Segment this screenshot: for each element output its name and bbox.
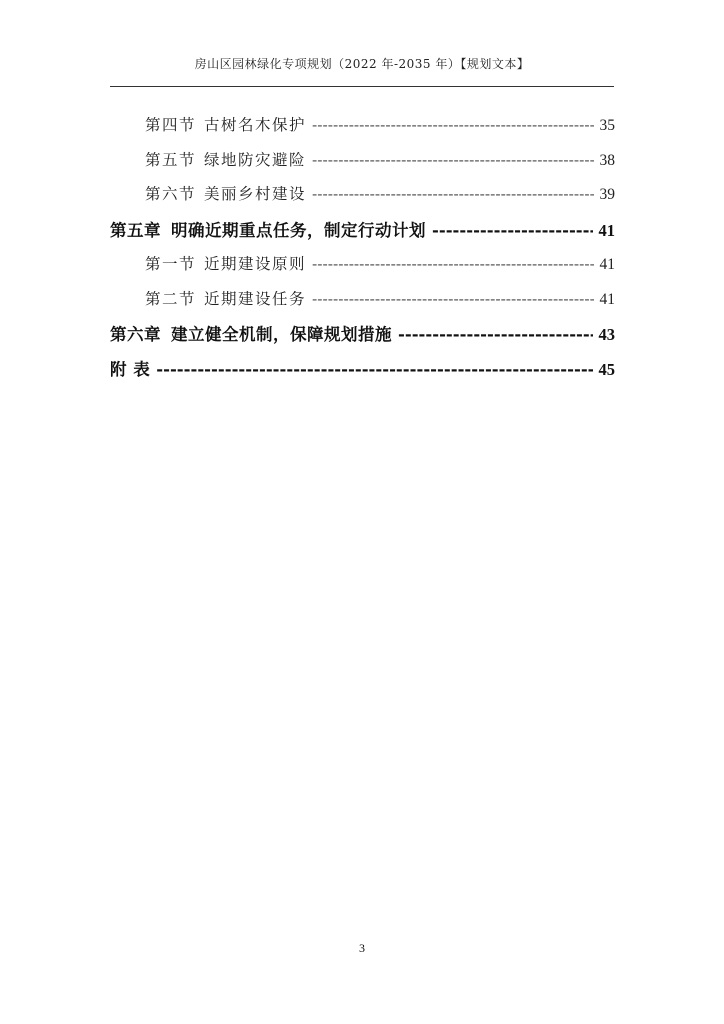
toc-entry-page: 39 [599,186,615,203]
toc-entry-chapter[interactable] [110,217,615,241]
toc-entry-page: 41 [599,291,615,308]
header-divider [110,86,614,87]
toc-entry-appendix[interactable] [110,356,615,380]
toc-entry-section[interactable] [145,182,615,204]
toc-entry-page: 45 [598,360,615,379]
toc-entry-page: 41 [599,256,615,273]
toc-entry-page: 38 [599,152,615,169]
toc-entry-title: 近期建设任务 [204,290,307,308]
dot-leader [312,185,593,203]
dot-leader [156,360,592,379]
toc-entry-chapter[interactable] [110,321,615,345]
toc-entry-page: 35 [599,117,615,134]
toc-entry-page: 41 [598,221,615,240]
dot-leader [432,221,593,240]
toc-entry-number: 第六章 [110,325,161,344]
toc-entry-title: 古树名木保护 [204,116,307,134]
toc-entry-number: 第四节 [145,116,197,134]
dot-leader [312,116,593,134]
toc-entry-number: 第一节 [145,255,197,273]
toc-entry-title: 近期建设原则 [204,255,307,273]
toc-entry-title: 美丽乡村建设 [204,185,307,203]
toc-entry-section[interactable] [145,113,615,135]
toc-entry-title: 建立健全机制，保障规划措施 [171,325,392,344]
toc-entry-number: 第五章 [110,221,161,240]
dot-leader [312,290,593,308]
toc-entry-number: 第二节 [145,290,197,308]
toc-entry-number: 第六节 [145,185,197,203]
dot-leader [312,255,593,273]
dot-leader [398,325,593,344]
toc-entry-title: 明确近期重点任务，制定行动计划 [171,221,426,240]
toc-entry-section[interactable] [145,148,615,170]
toc-entry-number: 第五节 [145,151,197,169]
toc-entry-page: 43 [598,325,615,344]
dot-leader [312,151,593,169]
page-number: 3 [359,941,365,955]
toc-entry-section[interactable] [145,252,615,274]
toc-entry-title: 绿地防灾避险 [204,151,307,169]
running-header: 房山区园林绿化专项规划（2022 年-2035 年）【规划文本】 [194,57,530,71]
toc-entry-number: 附 表 [110,360,151,379]
toc-entry-section[interactable] [145,287,615,309]
